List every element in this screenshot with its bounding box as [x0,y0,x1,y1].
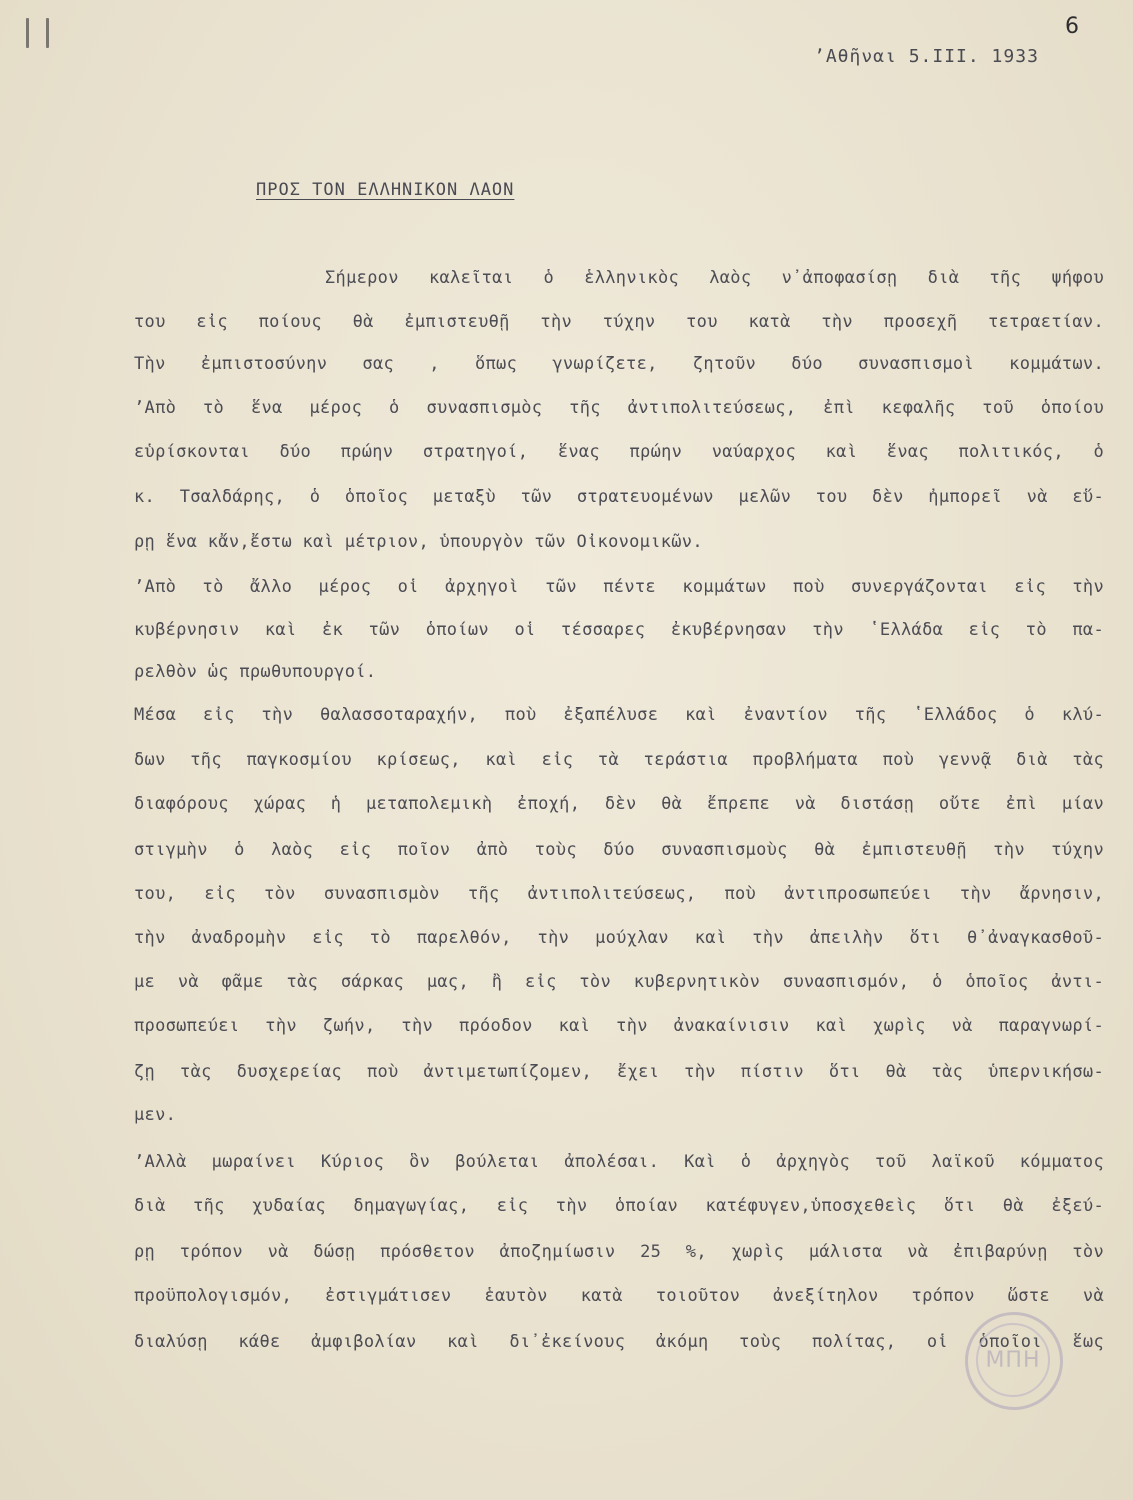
text-line: στιγμὴν ὁ λαὸς εἰς ποῖον ἀπὸ τοὺς δύο συνασπισμοὺς θὰ ἐμπιστευθῇ τὴν τύχην [134,840,1104,860]
text-line: διαλύσῃ κάθε ἀμφιβολίαν καὶ δι᾽ἐκείνους ἀκόμη τοὺς πολίτας, οἱ ὁποῖοι ἕως [134,1332,1104,1352]
text-line: ʼΑπὸ τὸ ἄλλο μέρος οἱ ἀρχηγοὶ τῶν πέντε κομμάτων ποὺ συνεργάζονται εἰς τὴν [134,577,1104,597]
text-line: ζῃ τὰς δυσχερείας ποὺ ἀντιμετωπίζομεν, ἔχει τὴν πίστιν ὅτι θὰ τὰς ὑπερνικήσω- [134,1062,1104,1082]
letter-date: ʼΑθῆναι 5.III. 1933 [814,46,1039,67]
text-line: του εἰς ποίους θὰ ἐμπιστευθῇ τὴν τύχην του κατὰ τὴν προσεχῆ τετραετίαν. [134,312,1104,332]
text-line: ρελθὸν ὡς πρωθυπουργοί. [134,662,377,682]
text-line: κυβέρνησιν καὶ ἐκ τῶν ὁποίων οἱ τέσσαρες ἐκυβέρνησαν τὴν ʽΕλλάδα εἰς τὸ πα- [134,620,1104,640]
archive-stamp-text: ΜΠΗ [976,1323,1050,1397]
text-line: ρῃ τρόπον νὰ δώσῃ πρόσθετον ἀποζημίωσιν 25 %, χωρὶς μάλιστα νὰ ἐπιβαρύνῃ τὸν [134,1242,1104,1262]
text-line: κ. Τσαλδάρης, ὁ ὁποῖος μεταξὺ τῶν στρατευομένων μελῶν του δὲν ἠμπορεῖ νὰ εὕ- [134,487,1104,507]
text-line: Τὴν ἐμπιστοσύνην σας , ὅπως γνωρίζετε, ζητοῦν δύο συνασπισμοὶ κομμάτων. [134,354,1104,374]
page-number: 6 [1065,14,1079,39]
text-line: Σήμερον καλεῖται ὁ ἑλληνικὸς λαὸς ν᾽ἀποφασίσῃ διὰ τῆς ψήφου [325,268,1104,288]
text-line: προσωπεύει τὴν ζωήν, τὴν πρόοδον καὶ τὴν ἀνακαίνισιν καὶ χωρὶς νὰ παραγνωρί- [134,1016,1104,1036]
text-line: ʼΑλλὰ μωραίνει Κύριος ὃν βούλεται ἀπολέσαι. Καὶ ὁ ἀρχηγὸς τοῦ λαϊκοῦ κόμματος [134,1152,1104,1172]
text-line: διὰ τῆς χυδαίας δημαγωγίας, εἰς τὴν ὁποίαν κατέφυγεν,ὑποσχεθεὶς ὅτι θὰ ἐξεύ- [134,1196,1104,1216]
text-line: διαφόρους χώρας ἡ μεταπολεμικὴ ἐποχή, δὲν θὰ ἔπρεπε νὰ διστάσῃ οὔτε ἐπὶ μίαν [134,794,1104,814]
text-line: ʼΑπὸ τὸ ἕνα μέρος ὁ συνασπισμὸς τῆς ἀντιπολιτεύσεως, ἐπὶ κεφαλῆς τοῦ ὁποίου [134,398,1104,418]
document-heading: ΠΡΟΣ ΤΟΝ ΕΛΛΗΝΙΚΟΝ ΛΑΟΝ [256,180,515,200]
text-line: του, εἰς τὸν συνασπισμὸν τῆς ἀντιπολιτεύσεως, ποὺ ἀντιπροσωπεύει τὴν ἄρνησιν, [134,884,1104,904]
text-line: μεν. [134,1105,177,1125]
punch-hole-mark [26,18,29,48]
archive-stamp [965,1312,1063,1410]
text-line: Μέσα εἰς τὴν θαλασσοταραχήν, ποὺ ἐξαπέλυσε καὶ ἐναντίον τῆς ʽΕλλάδος ὁ κλύ- [134,705,1104,725]
text-line: τὴν ἀναδρομὴν εἰς τὸ παρελθόν, τὴν μούχλαν καὶ τὴν ἀπειλὴν ὅτι θ᾽ἀναγκασθοῦ- [134,928,1104,948]
text-line: με νὰ φᾶμε τὰς σάρκας μας, ἢ εἰς τὸν κυβερνητικὸν συνασπισμόν, ὁ ὁποῖος ἀντι- [134,972,1104,992]
text-line: δων τῆς παγκοσμίου κρίσεως, καὶ εἰς τὰ τεράστια προβλήματα ποὺ γεννᾷ διὰ τὰς [134,750,1104,770]
punch-hole-mark [46,18,49,48]
text-line: εὑρίσκονται δύο πρώην στρατηγοί, ἕνας πρώην ναύαρχος καὶ ἕνας πολιτικός, ὁ [134,442,1104,462]
text-line: ρῃ ἕνα κἄν,ἔστω καὶ μέτριον, ὑπουργὸν τῶν Οἰκονομικῶν. [134,532,703,552]
text-line: προϋπολογισμόν, ἐστιγμάτισεν ἑαυτὸν κατὰ τοιοῦτον ἀνεξίτηλον τρόπον ὥστε νὰ [134,1286,1104,1306]
